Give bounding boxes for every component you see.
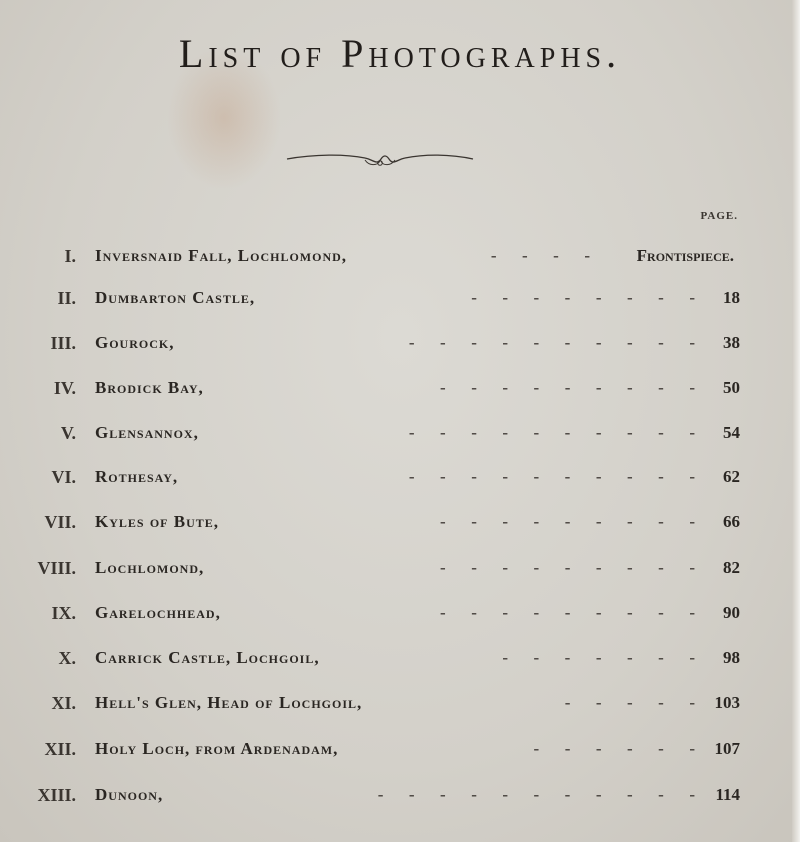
dot-leader: - - - - - - - - - - xyxy=(408,423,695,442)
entry-page: 54 xyxy=(723,423,740,442)
list-item xyxy=(0,278,800,318)
entry-numeral: IX. xyxy=(51,603,76,623)
list-item xyxy=(0,775,800,815)
dot-leader: - - - - - - xyxy=(533,739,695,758)
page-column-header: PAGE. xyxy=(700,210,738,222)
page-edge xyxy=(792,0,800,842)
list-item xyxy=(0,548,800,588)
page-title: List of Photographs. xyxy=(178,31,622,76)
entry-page: 103 xyxy=(714,693,740,712)
flourish-ornament-icon xyxy=(285,148,475,170)
entry-numeral: II. xyxy=(57,288,76,308)
dot-leader: - - - - - - - - - xyxy=(440,603,695,622)
entry-numeral: VI. xyxy=(51,467,76,487)
list-item xyxy=(0,683,800,723)
entry-page: 98 xyxy=(723,648,740,667)
entry-name: Dunoon, xyxy=(95,785,164,804)
dot-leader: - - - - - - - - - - xyxy=(408,467,695,486)
dot-leader: - - - - xyxy=(490,246,590,265)
entry-page: 107 xyxy=(714,739,740,758)
entry-name: Glensannox, xyxy=(95,423,199,442)
dot-leader: - - - - - - - - - - xyxy=(408,333,695,352)
entry-name: Garelochhead, xyxy=(95,603,221,622)
list-item xyxy=(0,323,800,363)
list-item xyxy=(0,729,800,769)
entry-name: Gourock, xyxy=(95,333,175,352)
entry-page: 90 xyxy=(723,603,740,622)
entry-numeral: XIII. xyxy=(37,785,76,805)
list-item xyxy=(0,638,800,678)
entry-page: 62 xyxy=(723,467,740,486)
entry-numeral: I. xyxy=(64,246,76,266)
entry-page: 66 xyxy=(723,512,740,531)
list-item xyxy=(0,457,800,497)
entry-page: Frontispiece. xyxy=(636,246,734,265)
entry-numeral: VIII. xyxy=(37,558,76,578)
dot-leader: - - - - - - - - - xyxy=(440,558,695,577)
entry-page: 114 xyxy=(715,785,740,804)
entry-numeral: V. xyxy=(60,423,76,443)
list-item xyxy=(0,368,800,408)
entry-name: Brodick Bay, xyxy=(95,378,204,397)
list-item xyxy=(0,593,800,633)
list-item xyxy=(0,502,800,542)
dot-leader: - - - - - - - - - xyxy=(440,378,695,397)
entry-name: Dumbarton Castle, xyxy=(95,288,256,307)
entry-name: Holy Loch, from Ardenadam, xyxy=(95,739,339,758)
entry-name: Inversnaid Fall, Lochlomond, xyxy=(95,246,348,265)
entry-numeral: X. xyxy=(58,648,76,668)
entry-page: 38 xyxy=(723,333,740,352)
dot-leader: - - - - - - - - - xyxy=(440,512,695,531)
dot-leader: - - - - - xyxy=(564,693,695,712)
entry-name: Rothesay, xyxy=(95,467,179,486)
entry-numeral: IV. xyxy=(53,378,76,398)
entry-name: Kyles of Bute, xyxy=(95,512,219,531)
entry-numeral: XII. xyxy=(44,739,76,759)
entry-numeral: VII. xyxy=(44,512,76,532)
entry-name: Lochlomond, xyxy=(95,558,205,577)
dot-leader: - - - - - - - - xyxy=(471,288,695,307)
dot-leader: - - - - - - - - - - - xyxy=(377,785,695,804)
entry-name: Hell's Glen, Head of Lochgoil, xyxy=(95,693,363,712)
list-item xyxy=(0,413,800,453)
dot-leader: - - - - - - - xyxy=(502,648,695,667)
entry-page: 18 xyxy=(723,288,740,307)
entry-numeral: III. xyxy=(50,333,76,353)
entry-page: 82 xyxy=(723,558,740,577)
list-item xyxy=(0,236,800,276)
entry-numeral: XI. xyxy=(51,693,76,713)
entry-page: 50 xyxy=(723,378,740,397)
entry-name: Carrick Castle, Lochgoil, xyxy=(95,648,320,667)
